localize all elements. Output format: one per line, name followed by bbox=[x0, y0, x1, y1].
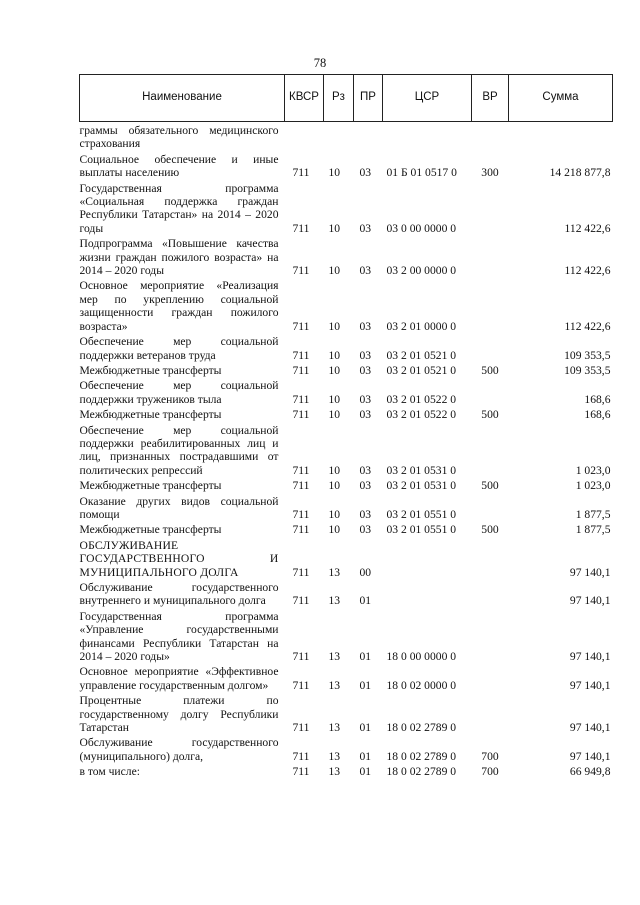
row-pr-cell: 03 bbox=[359, 319, 372, 333]
table-row bbox=[80, 663, 613, 692]
row-pr-cell: 03 bbox=[359, 348, 372, 362]
row-sum-cell: 168,6 bbox=[584, 392, 611, 406]
row-rz-cell: 10 bbox=[328, 319, 341, 333]
row-sum-cell: 112 422,6 bbox=[564, 221, 611, 235]
row-rz-cell: 10 bbox=[328, 463, 341, 477]
row-kvsr-cell: 711 bbox=[292, 594, 310, 608]
row-sum-cell: 14 218 877,8 bbox=[549, 166, 611, 180]
row-vr-cell bbox=[472, 333, 509, 362]
row-csr-cell: 03 2 01 0000 0 bbox=[386, 319, 457, 333]
row-pr-cell: 03 bbox=[359, 392, 372, 406]
row-vr-cell: 500 bbox=[481, 363, 499, 377]
row-name-cell: Межбюджетные трансферты bbox=[79, 523, 222, 537]
row-csr-cell: 03 2 01 0531 0 bbox=[386, 463, 457, 477]
row-vr-cell bbox=[472, 663, 509, 692]
budget-table bbox=[79, 74, 613, 779]
table-row bbox=[80, 235, 613, 277]
row-csr-cell: 18 0 00 0000 0 bbox=[386, 650, 457, 664]
column-header-vr: ВР bbox=[472, 75, 509, 122]
row-csr-cell bbox=[383, 122, 472, 151]
row-rz-cell: 10 bbox=[328, 363, 341, 377]
column-header-sum: Сумма bbox=[509, 75, 613, 122]
row-kvsr-cell: 711 bbox=[292, 765, 310, 779]
row-name-cell: Обеспечение мер социальной поддержки ветеранов труда bbox=[79, 335, 279, 362]
row-sum-cell: 97 140,1 bbox=[569, 565, 611, 579]
row-vr-cell bbox=[472, 277, 509, 333]
row-rz-cell: 10 bbox=[328, 523, 341, 537]
row-csr-cell bbox=[383, 579, 472, 608]
row-vr-cell bbox=[472, 537, 509, 579]
row-pr-cell bbox=[354, 122, 383, 151]
row-sum-cell: 1 877,5 bbox=[575, 507, 611, 521]
row-vr-cell bbox=[472, 608, 509, 664]
row-csr-cell: 03 2 01 0531 0 bbox=[386, 479, 457, 493]
row-kvsr-cell: 711 bbox=[292, 319, 310, 333]
row-rz-cell: 10 bbox=[328, 392, 341, 406]
row-name-cell: в том числе: bbox=[79, 765, 140, 779]
row-vr-cell bbox=[472, 377, 509, 406]
row-sum-cell: 66 949,8 bbox=[569, 765, 611, 779]
row-rz-cell: 13 bbox=[328, 650, 341, 664]
table-row bbox=[80, 333, 613, 362]
table-row bbox=[80, 537, 613, 579]
row-kvsr-cell: 711 bbox=[292, 565, 310, 579]
row-csr-cell bbox=[383, 537, 472, 579]
row-vr-cell: 500 bbox=[481, 479, 499, 493]
row-csr-cell: 01 Б 01 0517 0 bbox=[386, 166, 457, 180]
row-kvsr-cell: 711 bbox=[292, 264, 310, 278]
table-row bbox=[80, 406, 613, 421]
row-pr-cell: 03 bbox=[359, 463, 372, 477]
row-sum-cell: 109 353,5 bbox=[564, 348, 611, 362]
table-row bbox=[80, 763, 613, 778]
row-pr-cell: 03 bbox=[359, 523, 372, 537]
row-rz-cell: 10 bbox=[328, 507, 341, 521]
page-number: 78 bbox=[313, 56, 327, 70]
row-kvsr-cell: 711 bbox=[292, 363, 310, 377]
column-header-kvsr: КВСР bbox=[285, 75, 324, 122]
row-vr-cell bbox=[472, 180, 509, 236]
row-rz-cell: 13 bbox=[328, 678, 341, 692]
table-row bbox=[80, 422, 613, 478]
row-name-cell: Межбюджетные трансферты bbox=[79, 479, 222, 493]
row-sum-cell: 97 140,1 bbox=[569, 749, 611, 763]
row-rz-cell: 13 bbox=[328, 721, 341, 735]
row-csr-cell: 03 2 01 0551 0 bbox=[386, 507, 457, 521]
row-name-cell: Межбюджетные трансферты bbox=[79, 363, 222, 377]
row-pr-cell: 00 bbox=[359, 565, 372, 579]
row-rz-cell: 13 bbox=[328, 765, 341, 779]
table-row bbox=[80, 493, 613, 522]
row-kvsr-cell: 711 bbox=[292, 507, 310, 521]
row-pr-cell: 03 bbox=[359, 507, 372, 521]
row-name-cell: Обслуживание государственного (муниципального) долга, bbox=[79, 736, 279, 763]
row-rz-cell: 10 bbox=[328, 408, 341, 422]
row-rz-cell: 10 bbox=[328, 348, 341, 362]
row-sum-cell: 168,6 bbox=[584, 408, 611, 422]
row-kvsr-cell bbox=[285, 122, 324, 151]
table-row bbox=[80, 692, 613, 734]
row-sum-cell: 97 140,1 bbox=[569, 721, 611, 735]
row-kvsr-cell: 711 bbox=[292, 463, 310, 477]
row-kvsr-cell: 711 bbox=[292, 749, 310, 763]
row-kvsr-cell: 711 bbox=[292, 678, 310, 692]
row-rz-cell: 10 bbox=[328, 166, 341, 180]
row-name-cell: Государственная программа «Управление государственными финансами Республики Татарстан на 2014 – 2020 годы» bbox=[79, 609, 279, 664]
table-row bbox=[80, 521, 613, 536]
row-sum-cell: 1 023,0 bbox=[575, 463, 611, 477]
table-row bbox=[80, 477, 613, 492]
row-vr-cell: 300 bbox=[481, 166, 499, 180]
column-header-rz: Рз bbox=[324, 75, 354, 122]
row-sum-cell: 97 140,1 bbox=[569, 594, 611, 608]
row-rz-cell: 13 bbox=[328, 749, 341, 763]
row-kvsr-cell: 711 bbox=[292, 166, 310, 180]
row-csr-cell: 03 2 01 0521 0 bbox=[386, 348, 457, 362]
row-csr-cell: 03 2 01 0521 0 bbox=[386, 363, 457, 377]
table-row bbox=[80, 608, 613, 664]
row-csr-cell: 18 0 02 2789 0 bbox=[386, 721, 457, 735]
row-pr-cell: 03 bbox=[359, 221, 372, 235]
row-name-cell: Государственная программа «Социальная поддержка граждан Республики Татарстан» на 2014 – 2020 годы bbox=[79, 181, 279, 235]
row-kvsr-cell: 711 bbox=[292, 479, 310, 493]
row-pr-cell: 01 bbox=[359, 594, 372, 608]
row-kvsr-cell: 711 bbox=[292, 650, 310, 664]
row-name-cell: Подпрограмма «Повышение качества жизни граждан пожилого возраста» на 2014 – 2020 годы bbox=[79, 237, 279, 278]
row-sum-cell: 109 353,5 bbox=[564, 363, 611, 377]
table-row bbox=[80, 362, 613, 377]
row-pr-cell: 01 bbox=[359, 749, 372, 763]
row-sum-cell: 112 422,6 bbox=[564, 264, 611, 278]
table-row bbox=[80, 151, 613, 180]
row-vr-cell bbox=[472, 579, 509, 608]
row-pr-cell: 03 bbox=[359, 363, 372, 377]
row-kvsr-cell: 711 bbox=[292, 348, 310, 362]
row-csr-cell: 18 0 02 2789 0 bbox=[386, 749, 457, 763]
row-kvsr-cell: 711 bbox=[292, 221, 310, 235]
row-pr-cell: 03 bbox=[359, 479, 372, 493]
row-csr-cell: 03 2 01 0522 0 bbox=[386, 408, 457, 422]
row-csr-cell: 18 0 02 2789 0 bbox=[386, 765, 457, 779]
row-name-cell: Процентные платежи по государственному долгу Республики Татарстан bbox=[79, 694, 279, 735]
row-name-cell: Обеспечение мер социальной поддержки реабилитированных лиц и лиц, признанных пострадавшими от политических репрессий bbox=[79, 423, 279, 477]
row-vr-cell: 500 bbox=[481, 523, 499, 537]
row-sum-cell: 112 422,6 bbox=[564, 319, 611, 333]
row-sum-cell: 97 140,1 bbox=[569, 678, 611, 692]
row-pr-cell: 03 bbox=[359, 264, 372, 278]
row-kvsr-cell: 711 bbox=[292, 721, 310, 735]
row-vr-cell: 500 bbox=[481, 408, 499, 422]
table-row bbox=[80, 377, 613, 406]
row-rz-cell: 13 bbox=[328, 565, 341, 579]
row-csr-cell: 03 0 00 0000 0 bbox=[386, 221, 457, 235]
row-pr-cell: 01 bbox=[359, 721, 372, 735]
row-name-cell: ОБСЛУЖИВАНИЕ ГОСУДАРСТВЕННОГО И МУНИЦИПАЛЬНОГО ДОЛГА bbox=[79, 538, 279, 579]
row-pr-cell: 01 bbox=[359, 678, 372, 692]
row-csr-cell: 18 0 02 0000 0 bbox=[386, 678, 457, 692]
row-vr-cell bbox=[472, 122, 509, 151]
row-name-cell: Оказание других видов социальной помощи bbox=[79, 494, 279, 521]
row-rz-cell: 13 bbox=[328, 594, 341, 608]
row-pr-cell: 03 bbox=[359, 166, 372, 180]
row-sum-cell: 97 140,1 bbox=[569, 650, 611, 664]
table-row bbox=[80, 277, 613, 333]
row-pr-cell: 01 bbox=[359, 650, 372, 664]
table-header-row bbox=[80, 75, 613, 122]
row-name-cell: Основное мероприятие «Реализация мер по укреплению социальной защищенности граждан пожилого возраста» bbox=[79, 279, 279, 333]
row-pr-cell: 01 bbox=[359, 765, 372, 779]
row-vr-cell: 700 bbox=[481, 749, 499, 763]
row-vr-cell bbox=[472, 422, 509, 478]
column-header-pr: ПР bbox=[354, 75, 383, 122]
row-kvsr-cell: 711 bbox=[292, 523, 310, 537]
row-rz-cell bbox=[324, 122, 354, 151]
row-csr-cell: 03 2 00 0000 0 bbox=[386, 264, 457, 278]
row-rz-cell: 10 bbox=[328, 264, 341, 278]
table-body bbox=[80, 122, 613, 779]
row-sum-cell: 1 023,0 bbox=[575, 479, 611, 493]
table-row bbox=[80, 122, 613, 151]
table-row bbox=[80, 734, 613, 763]
column-header-name: Наименование bbox=[80, 75, 285, 122]
row-sum-cell bbox=[509, 122, 613, 151]
row-kvsr-cell: 711 bbox=[292, 392, 310, 406]
table-row bbox=[80, 180, 613, 236]
row-kvsr-cell: 711 bbox=[292, 408, 310, 422]
row-name-cell: граммы обязательного медицинского страхования bbox=[79, 124, 279, 151]
row-vr-cell bbox=[472, 493, 509, 522]
row-pr-cell: 03 bbox=[359, 408, 372, 422]
row-name-cell: Основное мероприятие «Эффективное управление государственным долгом» bbox=[79, 665, 279, 692]
row-sum-cell: 1 877,5 bbox=[575, 523, 611, 537]
row-csr-cell: 03 2 01 0551 0 bbox=[386, 523, 457, 537]
row-name-cell: Обеспечение мер социальной поддержки тружеников тыла bbox=[79, 379, 279, 406]
row-vr-cell: 700 bbox=[481, 765, 499, 779]
row-name-cell: Обслуживание государственного внутреннего и муниципального долга bbox=[79, 581, 279, 608]
column-header-csr: ЦСР bbox=[383, 75, 472, 122]
row-vr-cell bbox=[472, 692, 509, 734]
row-name-cell: Межбюджетные трансферты bbox=[79, 408, 222, 422]
row-name-cell: Социальное обеспечение и иные выплаты населению bbox=[79, 152, 279, 180]
row-csr-cell: 03 2 01 0522 0 bbox=[386, 392, 457, 406]
table-row bbox=[80, 579, 613, 608]
row-rz-cell: 10 bbox=[328, 479, 341, 493]
row-vr-cell bbox=[472, 235, 509, 277]
row-rz-cell: 10 bbox=[328, 221, 341, 235]
